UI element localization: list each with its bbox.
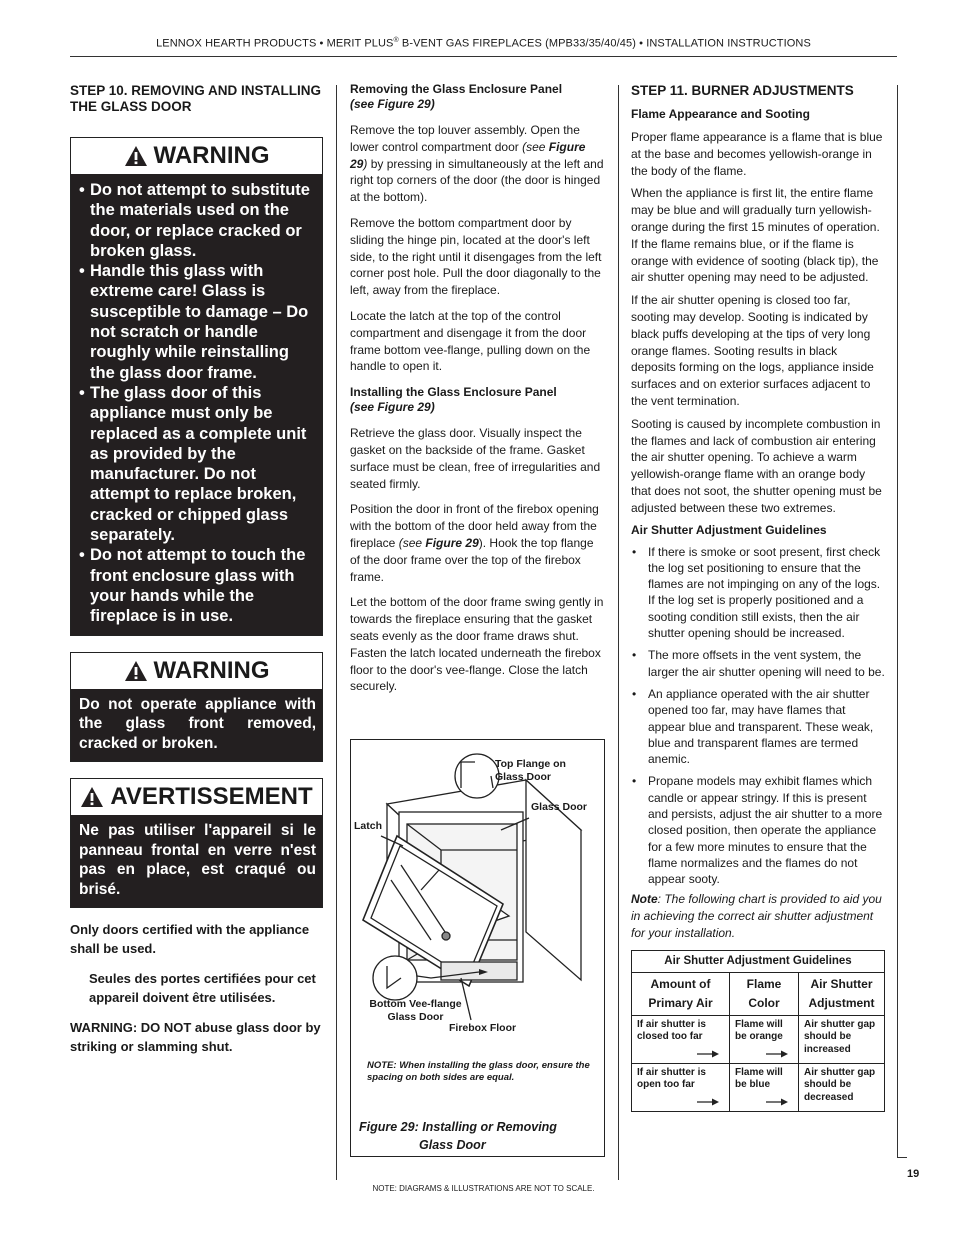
warning-body-2: [71, 689, 322, 762]
table-cell: Air shutter gap should be increased: [799, 1015, 885, 1063]
figure-note: NOTE: When installing the glass door, ensure the spacing on both sides are equal.: [367, 1060, 590, 1083]
text: by pressing in simultaneously at the left and right top corners of the door (the door is hinged at the bottom).: [350, 156, 604, 205]
cell-text: If air shutter is closed too far: [637, 1018, 706, 1043]
installing-paragraph-3: Let the bottom of the door frame swing gently in towards the fireplace ensuring that the gasket seats evenly as the door frame draws shut. Fasten the latch located underneath the firebox floor to the door's vee-flange. Close the latch securely.: [350, 595, 604, 694]
guideline-item: • If there is smoke or soot present, first check the log set positioning to ensure that the flames are not impinging on any of the logs. If the log set is properly positioned and a sooting condition still exists, then the air shutter opening should be increased.: [631, 544, 885, 642]
certified-text-fr: Seules des portes certifiées pour cet appareil doivent être utilisées.: [89, 971, 316, 1005]
removing-paragraph-3: Locate the latch at the top of the control compartment and disengage it from the door frame bottom vee-flange, pulling down on the handle to open it.: [350, 308, 591, 374]
removing-paragraph-1: [350, 122, 605, 206]
warning-bullet: • Handle this glass with extreme care! Glass is susceptible to damage – Do not scratch or handle roughly while reinstalling the glass door frame.: [79, 261, 316, 383]
installing-title: [350, 385, 605, 415]
warning-heading: WARNING: [153, 656, 270, 684]
header-rule: [70, 56, 897, 57]
note-label: Note: [631, 892, 658, 907]
avertissement-heading: AVERTISSEMENT: [110, 783, 313, 811]
header-text: LENNOX HEARTH PRODUCTS • MERIT PLUS: [156, 37, 394, 50]
guideline-item: • Propane models may exhibit flames which candle or appear stringy. If this is present and persists, adjust the air shutter to a more closed position, then operate the appliance for a few more minutes to ensure that the flame normalizes and the flames do not appear sooty.: [631, 773, 885, 887]
column-divider-1: [336, 85, 337, 1180]
right-page-rule: [897, 85, 898, 1157]
warning-box-1: [70, 137, 323, 636]
removing-paragraph-2: Remove the bottom compartment door by sliding the hinge pin, located at the door's left side, to the right until it disengages from the left corner post hole. Pull the door diagonally to the left, away from the fireplace.: [350, 215, 602, 298]
column-glass-panel: [350, 82, 605, 695]
guideline-item: • The more offsets in the vent system, the larger the air shutter opening will need to be.: [631, 647, 885, 680]
avertissement-box: [70, 778, 323, 908]
air-shutter-table: [631, 950, 885, 1112]
warning-triangle-icon: [124, 145, 148, 167]
avertissement-body: [71, 815, 322, 907]
arrow-right-icon: [697, 1050, 719, 1058]
table-cell: [730, 1063, 799, 1111]
caption-line-2: Glass Door: [419, 1137, 486, 1152]
step11-paragraph-4: Sooting is caused by incomplete combustion in the flames and lack of combustion air entering the air shutter opening. To achieve a warm yellowish-orange flame with an orange body that does not soot, the shutter opening must be adjusted between these two extremes.: [631, 416, 882, 515]
text: (see: [522, 139, 549, 154]
running-header: [70, 37, 897, 50]
page-number: 19: [907, 1168, 920, 1180]
text: ): [478, 535, 483, 550]
warning-bullet: • Do not attempt to substitute the materials used on the door, or replace cracked or broken glass.: [79, 180, 316, 261]
column-divider-2: [618, 85, 619, 1180]
label-latch: Latch: [354, 820, 383, 832]
table-row: [632, 1015, 885, 1063]
removing-see-figure: (see Figure 29): [350, 97, 435, 111]
text: Position the door in front of the firebox opening with the bottom of the door held away from the fireplace: [350, 502, 599, 550]
removing-title-text: Removing the Glass Enclosure Panel: [350, 82, 563, 96]
text: ): [363, 156, 368, 171]
installing-see-figure: (see Figure 29): [350, 400, 435, 415]
table-cell: [632, 1015, 730, 1063]
figure-29: [350, 739, 605, 1157]
label-top-flange: Top Flange on Glass Door: [495, 758, 566, 783]
warning-triangle-icon: [124, 660, 148, 682]
arrow-right-icon: [697, 1098, 719, 1106]
header-text-rest: B-VENT GAS FIREPLACES (MPB33/35/40/45) • INSTALLATION INSTRUCTIONS: [398, 37, 811, 50]
guideline-item: • An appliance operated with the air shutter opened too far, may have flames that appear blue and transparent. These weak, blue and transparent flames are termed anemic.: [631, 686, 885, 767]
table-header: Air Shutter Adjustment: [799, 972, 885, 1015]
page-number-rule: [897, 1157, 907, 1158]
column-step10: [70, 82, 323, 1056]
text: . Hook the top flange of the door frame over the top of the firebox frame.: [350, 535, 594, 584]
cell-text: Flame will be blue: [735, 1066, 783, 1091]
label-firebox-floor: Firebox Floor: [449, 1022, 517, 1034]
table-cell: [730, 1015, 799, 1063]
avertissement-header: [71, 779, 322, 815]
step11-paragraph-2: When the appliance is first lit, the entire flame may be blue and will gradually turn yellowish-orange during the first 15 minutes of operation. If the flame remains blue, or if the flame is orange with evidence of sooting (black tip), the air shutter opening may need to be adjusted.: [631, 186, 880, 285]
warning-bullet: • The glass door of this appliance must only be replaced as a complete unit as provided by the manufacturer. Do not attempt to replace broken, cracked or chipped glass separately.: [79, 383, 316, 545]
warning-triangle-icon: [80, 786, 104, 808]
label-glass-door: Glass Door: [531, 801, 588, 813]
step11-title: STEP 11. BURNER ADJUSTMENTS: [631, 83, 854, 98]
column-step11: [631, 82, 885, 1112]
table-row: [632, 1063, 885, 1111]
step10-title: STEP 10. REMOVING AND INSTALLING THE GLASS DOOR: [70, 83, 322, 114]
removing-title: [350, 82, 605, 112]
table-cell: [632, 1063, 730, 1111]
installing-paragraph-1: Retrieve the glass door. Visually inspect the gasket on the backside of the frame. Gasket surface must be clean, free of irregularities and seated firmly.: [350, 426, 601, 491]
table-header: Amount of Primary Air: [632, 972, 730, 1015]
registered-mark: ®: [393, 37, 399, 44]
cell-text: Flame will be orange: [735, 1018, 783, 1043]
arrow-right-icon: [766, 1098, 788, 1106]
cell-text: If air shutter is open too far: [637, 1066, 706, 1091]
warning-heading: WARNING: [153, 142, 270, 169]
step11-paragraph-3: If the air shutter opening is closed too far, sooting may develop. Sooting is indicated by black puffs developing at the tips of very long orange flames. Sooting results in black deposits forming on the logs, appliance inside surfaces and on exterior surfaces adjacent to the vent termination.: [631, 293, 874, 408]
installing-title-text: Installing the Glass Enclosure Panel: [350, 385, 557, 400]
table-cell: Air shutter gap should be decreased: [799, 1063, 885, 1111]
caption-line-1: Figure 29: Installing or Removing: [359, 1120, 557, 1134]
warning-body-1: [71, 174, 322, 635]
warning-bullet: • Do not attempt to touch the front enclosure glass with your hands while the fireplace is in use.: [79, 545, 316, 626]
arrow-right-icon: [766, 1050, 788, 1058]
avertissement-text: Ne pas utiliser l'appareil si le panneau frontal en verre n'est pas en place, est craqué ou brisé.: [79, 822, 316, 898]
warning-text: Do not operate appliance with the glass front removed, cracked or broken.: [79, 695, 316, 752]
figure-caption: [359, 1119, 557, 1154]
label-bottom-vee-flange: Bottom Vee-flange Glass Door: [369, 998, 462, 1023]
warning-box-2: [70, 652, 323, 763]
figure-ref: Figure 29: [425, 535, 479, 550]
table-header: Flame Color: [730, 972, 799, 1015]
flame-appearance-title: Flame Appearance and Sooting: [631, 107, 810, 121]
certified-text: Only doors certified with the appliance shall be used.: [70, 922, 310, 956]
guidelines-list: [631, 544, 885, 888]
chart-note: [631, 891, 885, 941]
table-title: Air Shutter Adjustment Guidelines: [632, 950, 885, 972]
guidelines-title: Air Shutter Adjustment Guidelines: [631, 522, 827, 537]
text: (see: [398, 535, 426, 550]
text: Remove the top louver assembly. Open the lower control compartment door: [350, 123, 580, 154]
installing-paragraph-2: [350, 501, 605, 585]
abuse-warning-text: WARNING: DO NOT abuse glass door by striking or slamming shut.: [70, 1020, 321, 1054]
step11-paragraph-1: Proper flame appearance is a flame that is blue at the base and becomes yellowish-orange in the body of the flame.: [631, 130, 883, 178]
warning-header-2: [71, 653, 322, 689]
scale-footnote: NOTE: DIAGRAMS & ILLUSTRATIONS ARE NOT TO SCALE.: [372, 1184, 595, 1193]
figure-ref: Figure 29: [350, 139, 586, 171]
warning-header-1: [71, 138, 322, 174]
note-text: : The following chart is provided to aid you in achieving the correct air shutter adjustment for your installation.: [631, 892, 882, 941]
